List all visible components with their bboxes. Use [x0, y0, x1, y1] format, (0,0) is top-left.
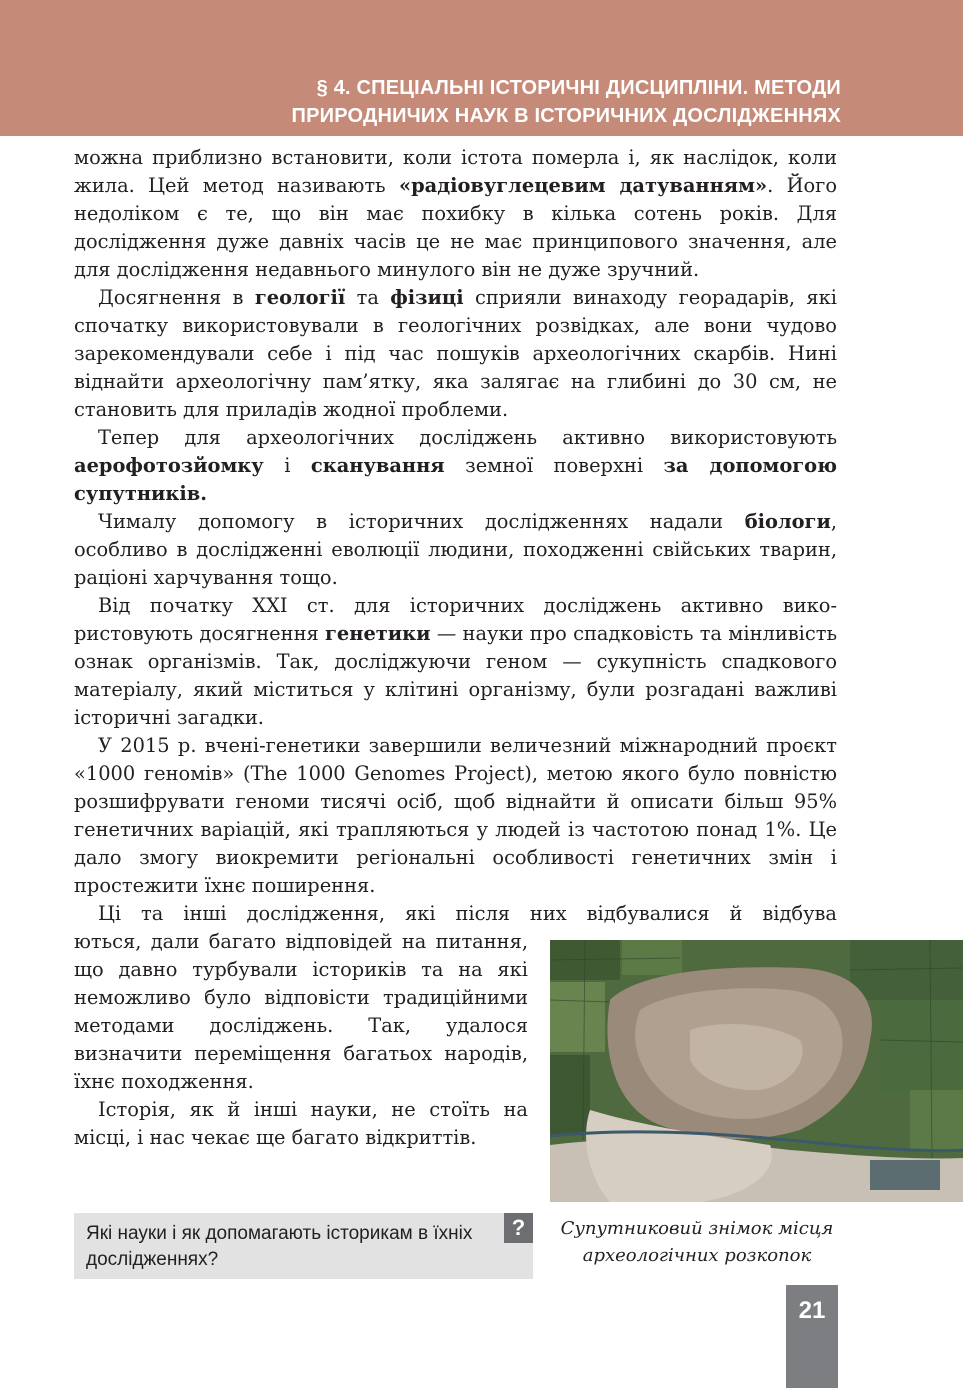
text-run: — науки про спадковість та мінливість ознак організмів. Так, досліджуючи геном — сукупність спадкового матеріалу, який міститься у клітині організму, були розгадані важливі історичні загадки. [74, 622, 837, 729]
paragraph-biology [74, 508, 837, 592]
paragraph-radiocarbon [74, 144, 837, 284]
bold-term: геології [254, 286, 346, 309]
text-run: можна приблизно встановити, коли істота померла і, як наслідок, коли жила. Цей метод називають [74, 146, 837, 197]
bold-term: «радіовуглецевим датуванням» [398, 174, 768, 197]
text-run: і [263, 454, 311, 477]
chapter-title-line-1: § 4. СПЕЦІАЛЬНІ ІСТОРИЧНІ ДИСЦИПЛІНИ. МЕТОДИ [316, 77, 841, 99]
paragraph-genetics [74, 592, 837, 732]
paragraph-research-rest: ються, дали багато відповідей на питання, що давно турбували істориків та на які неможливо було відповісти традиційними методами досліджень. Так, удалося визначити переміщення багатьох народів, їхнє походження. [74, 930, 528, 1093]
bold-term: аерофотозйомку [74, 454, 264, 477]
text-run: Чималу допомогу в історичних дослідженнях надали [98, 510, 745, 533]
page-number: 21 [798, 1297, 826, 1324]
paragraph-1000-genomes: У 2015 р. вчені-генетики завершили величезний міжнародний проєкт «1000 геномів» (The 1000 Genomes Project), метою якого було повністю розшифрувати геноми тисячі осіб, щоб віднайти й описати більш 95% генетичних варіацій, які трапляються у людей із частотою понад 1%. Це дало змогу виокремити регіональні особливості генетичних змін і простежити їхнє поширення. [74, 734, 837, 897]
text-run: сприяли винаходу георадарів, які спочатку використовували в геологічних розвідках, але вони чудово зарекомендували себе і під час пошуків археологічних скарбів. Нині віднайти археологічну пам’ятку, яка залягає на глибині до 30 см, не становить для приладів жодної проблеми. [74, 286, 837, 421]
page-number-tab [786, 1285, 838, 1388]
text-run: Тепер для археологічних досліджень активно використовують [98, 426, 837, 449]
photo-caption: Супутниковий знімок місця археологічних розкопок [560, 1218, 834, 1266]
paragraph-satellite [74, 424, 837, 508]
review-question: Які науки і як допомагають історикам в їхніх дослідженнях? [86, 1223, 473, 1270]
question-box [74, 1213, 533, 1279]
text-run: , особливо в дослідженні еволюції людини, походженні свійських тварин, раціоні харчування тощо. [74, 510, 837, 589]
chapter-title-line-2: ПРИРОДНИЧИХ НАУК В ІСТОРИЧНИХ ДОСЛІДЖЕННЯХ [291, 105, 841, 127]
text-run: Досягнення в [98, 286, 255, 309]
bold-term: генетики [325, 622, 431, 645]
text-run: . Його недоліком є те, що він має похибку в кілька сотень років. Для дослідження дуже давніх часів це не має принципового значення, але для дослідження недавнього минулого він не дуже зручний. [74, 174, 838, 281]
paragraph-research-line-1: Ці та інші дослідження, які після них відбувалися й відбува [98, 902, 837, 925]
bold-term: сканування [310, 454, 445, 477]
satellite-photo [550, 940, 963, 1202]
text-run: та [345, 286, 391, 309]
bold-term: фізиці [390, 286, 464, 309]
chapter-title [292, 74, 841, 130]
text-run: Від початку XXI ст. для історичних досліджень активно використовують досягнення [74, 594, 837, 645]
bold-term: біологи [744, 510, 831, 533]
paragraph-georadar [74, 284, 837, 424]
satellite-image [550, 940, 963, 1202]
paragraph-history-future: Історія, як й інші науки, не стоїть на місці, і нас чекає ще багато відкриттів. [74, 1098, 528, 1149]
bold-term: за допомогою супутників. [74, 454, 837, 505]
chapter-header [0, 0, 963, 136]
question-mark-icon: ? [504, 1213, 533, 1243]
text-run: земної поверхні [444, 454, 664, 477]
